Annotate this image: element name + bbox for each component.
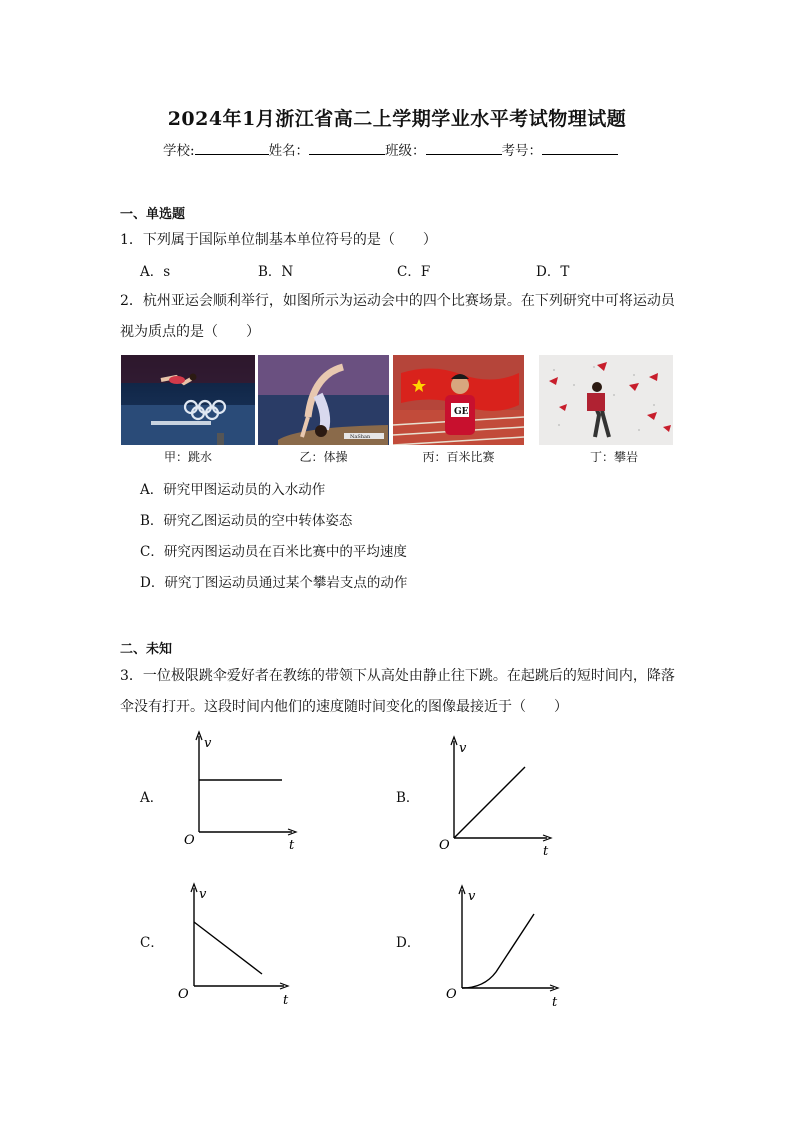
question-1-stem: 1．下列属于国际单位制基本单位符号的是（ ） [120,232,437,248]
q1-option-d[interactable]: D．T [536,264,570,280]
q2-option-c[interactable]: C．研究丙图运动员在百米比赛中的平均速度 [140,544,407,560]
q1-option-a[interactable]: A．s [140,264,171,280]
class-blank[interactable] [426,142,502,155]
photo-climbing [539,355,673,445]
graph-b-v-label: v [459,741,467,756]
name-blank[interactable] [309,142,385,155]
photo-diving [121,355,255,445]
q3-option-d[interactable]: D． [396,935,421,951]
student-info-line [163,139,618,159]
graph-b-t-label: t [543,844,549,859]
question-3-stem-line2: 伞没有打开。这段时间内他们的速度随时间变化的图像最接近于（ ） [120,699,568,715]
graph-d-t-label: t [552,995,558,1007]
section-heading-unknown: 二、未知 [120,642,173,657]
q3-option-b[interactable]: B． [396,790,420,806]
q2-option-a[interactable]: A．研究甲图运动员的入水动作 [140,482,326,498]
graph-c-linear-decrease [176,880,306,1005]
q3-option-a[interactable]: A． [140,790,164,806]
graph-c-v-label: v [199,887,207,902]
q2-option-d[interactable]: D．研究丁图运动员通过某个攀岩支点的动作 [140,575,408,591]
class-label: 班级： [385,143,426,159]
graph-d-origin-label: O [446,987,457,1002]
exam-no-blank[interactable] [542,142,618,155]
question-2-stem-line1: 2．杭州亚运会顺利举行，如图所示为运动会中的四个比赛场景。在下列研究中可将运动员 [120,293,675,309]
q3-option-c[interactable]: C． [140,935,164,951]
school-label: 学校: [163,143,195,159]
caption-climbing: 丁：攀岩 [589,450,638,464]
photo-gymnastics [258,355,389,445]
question-2-stem-line2: 视为质点的是（ ） [120,324,260,340]
runner-bib-text: GE [454,407,469,417]
graph-a-t-label: t [289,838,295,853]
page-title: 2024年1月浙江省高二上学期学业水平考试物理试题 [167,108,627,130]
question-3-stem-line1: 3．一位极限跳伞爱好者在教练的带领下从高处由静止往下跳。在起跳后的短时间内，降落 [120,668,675,684]
graph-c-t-label: t [283,993,289,1005]
section-heading-single-choice: 一、单选题 [120,207,186,222]
caption-diving: 甲：跳水 [163,450,212,464]
graph-d-v-label: v [468,889,476,904]
graph-b-origin-label: O [439,838,450,853]
graph-a-constant [180,730,310,855]
graph-c-origin-label: O [178,987,189,1002]
q1-option-b[interactable]: B．N [258,264,294,280]
q1-option-c[interactable]: C．F [397,264,431,280]
school-blank[interactable] [195,142,269,155]
graph-b-linear-increase [437,735,567,860]
name-label: 姓名： [268,143,310,159]
photo-100m-race [393,355,524,445]
q2-option-b[interactable]: B．研究乙图运动员的空中转体姿态 [140,513,353,529]
graph-d-curve-increase [444,882,574,1007]
vault-banner-text: NaShan [350,434,371,440]
graph-a-origin-label: O [184,833,195,848]
graph-a-v-label: v [204,736,212,751]
caption-gymnastics: 乙：体操 [299,450,348,464]
exam-no-label: 考号： [501,143,543,159]
caption-100m-race: 丙：百米比赛 [422,450,495,464]
